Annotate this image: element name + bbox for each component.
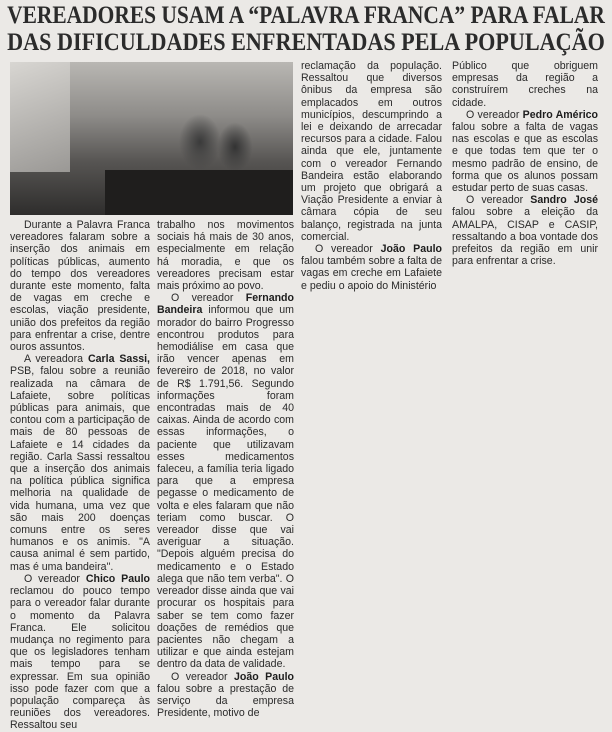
paragraph-text: Durante a Palavra Franca vereadores falaram sobre a inserção dos animais em políticas públicas, aumento do tempo dos vereadores durante este momento, falta de vagas em creche e escolas, viação presidente, união dos prefeitos da região para enfrentar a crise, dentre ouros assuntos. <box>10 219 150 354</box>
article-paragraph <box>10 353 150 573</box>
article-paragraph <box>10 573 150 732</box>
paragraph-text: falou sobre a prestação de serviço da empresa Presidente, motivo de <box>157 682 294 720</box>
paragraph-text: O vereador <box>171 670 234 683</box>
speaker-name: Carla Sassi, <box>87 353 150 366</box>
article-paragraph <box>452 60 598 109</box>
paragraph-text: O vereador <box>466 108 523 121</box>
article-paragraph <box>157 219 294 292</box>
paragraph-text: trabalho nos movimentos sociais há mais de 30 anos, especialmente em relação há moradia, e que os vereadores precisam estar mais próximo ao povo. <box>157 219 294 293</box>
headline <box>0 3 612 57</box>
paragraph-text: falou sobre a eleição da AMALPA, CISAP e CASIP, ressaltando a boa vontade dos prefeitos da região em unir para enfrentar a crise. <box>452 206 598 268</box>
paragraph-text: reclamou do pouco tempo para o vereador falar durante o momento da Palavra Franca. Ele solicitou mudança no regimento para que os legisladores tenham mais tempo para se expressar. Em sua opinião isso pode fazer com que a população compareça às reuniões dos vereadores. Ressaltou seu <box>10 585 150 732</box>
article-paragraph <box>157 292 294 670</box>
headline-line-1: VEREADORES USAM A “PALAVRA FRANCA” PARA FALAR <box>7 2 605 29</box>
photo-table <box>105 170 293 215</box>
speaker-name: João Paulo <box>380 243 442 256</box>
article-column-3 <box>301 60 442 292</box>
article-paragraph <box>301 60 442 243</box>
article-paragraph <box>301 243 442 292</box>
speaker-name: Sandro José <box>530 194 598 207</box>
paragraph-text: O vereador <box>466 194 531 207</box>
article-column-2 <box>157 219 294 719</box>
speaker-name: Pedro Américo <box>522 108 598 121</box>
paragraph-text: O vereador <box>171 292 246 305</box>
paragraph-text: informou que um morador do bairro Progresso encontrou produtos para hemodiálise em casa que irão vencer apenas em fevereiro de 2018, no valor de R$ 1.791,56. Segundo informações foram encontradas mais de 40 caixas. Ainda de acordo com essas informações, o paciente que utilizavam esses medicamentos faleceu, a família teria ligado para que a empresa pegasse o medicamento de volta e eles falaram que não teriam como buscar. O vereador disse que vai averiguar a situação. "Depois alguém precisa do medicamento e o Estado alega que não tem verba". O vereador disse ainda que vai procurar os hospitais para saber se tem como fazer doações de remédios que pacientes não chegam a utilizar e que ainda estejam dentro da data de validade. <box>157 304 294 671</box>
speaker-name: Chico Paulo <box>85 572 150 585</box>
article-column-1 <box>10 219 150 732</box>
paragraph-text: falou sobre a falta de vagas nas escolas e que as escolas e que todas tem que ter o mesmo padrão de ensino, de forma que os alunos possam estudar perto de suas casas. <box>452 121 598 195</box>
article-paragraph <box>452 194 598 267</box>
article-paragraph <box>157 671 294 720</box>
paragraph-text: reclamação da população. Ressaltou que diversos ônibus da empresa são emplacados em outros municípios, descumprindo a lei e deixando de arrecadar recursos para a cidade. Falou ainda que ele, juntamente com o vereador Fernando Bandeira estão elaborando um projeto que obrigará a Viação Presidente a enviar à câmara cópia de seu balanço, registrada na junta comercial. <box>301 60 442 243</box>
article-column-4 <box>452 60 598 267</box>
article-photo <box>10 62 293 215</box>
photo-flag <box>10 62 70 172</box>
paragraph-text: O vereador <box>24 572 86 585</box>
headline-line-2: DAS DIFICULDADES ENFRENTADAS PELA POPULAÇÃO <box>7 29 605 56</box>
paragraph-text: falou também sobre a falta de vagas em creche em Lafaiete e pediu o apoio do Ministério <box>301 255 442 292</box>
article-paragraph <box>452 109 598 194</box>
speaker-name: Fernando Bandeira <box>157 292 294 317</box>
article-paragraph <box>10 219 150 353</box>
paragraph-text: A vereadora <box>24 353 88 366</box>
paragraph-text: PSB, falou sobre a reunião realizada na câmara de Lafaiete, sobre políticas públicas para animais, que contou com a participação de mais de 80 pessoas de Lafaiete e 14 cidades da região. Carla Sassi ressaltou que a inserção dos animais na política pública significa melhoria na qualidade de vida humana, uma vez que são mais 200 doenças comuns entre os seres humanos e os animis. "A causa animal é sem partido, mas é uma bandeira". <box>10 365 150 573</box>
paragraph-text: O vereador <box>315 243 381 256</box>
speaker-name: João Paulo <box>233 670 294 683</box>
paragraph-text: Público que obriguem empresas da região a construírem creches na cidade. <box>452 60 598 109</box>
